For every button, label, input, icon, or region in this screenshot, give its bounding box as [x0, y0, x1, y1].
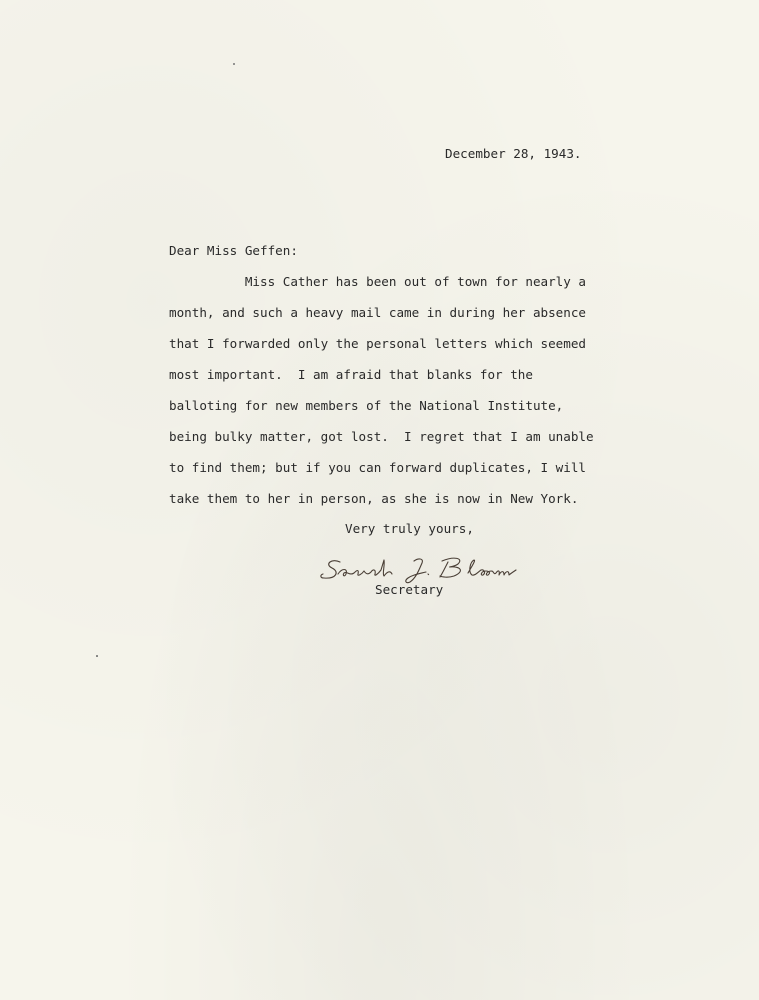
body-line: most important. I am afraid that blanks for the — [169, 367, 533, 382]
body-line: to find them; but if you can forward duplicates, I will — [169, 460, 587, 475]
body-line: month, and such a heavy mail came in during her absence — [169, 305, 587, 320]
body-line: that I forwarded only the personal letters which seemed — [169, 336, 587, 351]
body-line: balloting for new members of the National Institute, — [169, 398, 564, 413]
paper-speck — [96, 655, 98, 657]
body-line: being bulky matter, got lost. I regret that I am unable — [169, 429, 594, 444]
handwritten-signature — [318, 552, 528, 584]
letter-date: December 28, 1943. — [445, 146, 582, 161]
paper-speck — [233, 63, 235, 65]
body-line: take them to her in person, as she is now in New York. — [169, 491, 579, 506]
body-line: Miss Cather has been out of town for nearly a — [169, 274, 587, 289]
closing: Very truly yours, — [345, 521, 474, 536]
signer-title: Secretary — [375, 582, 444, 597]
salutation: Dear Miss Geffen: — [169, 243, 298, 258]
